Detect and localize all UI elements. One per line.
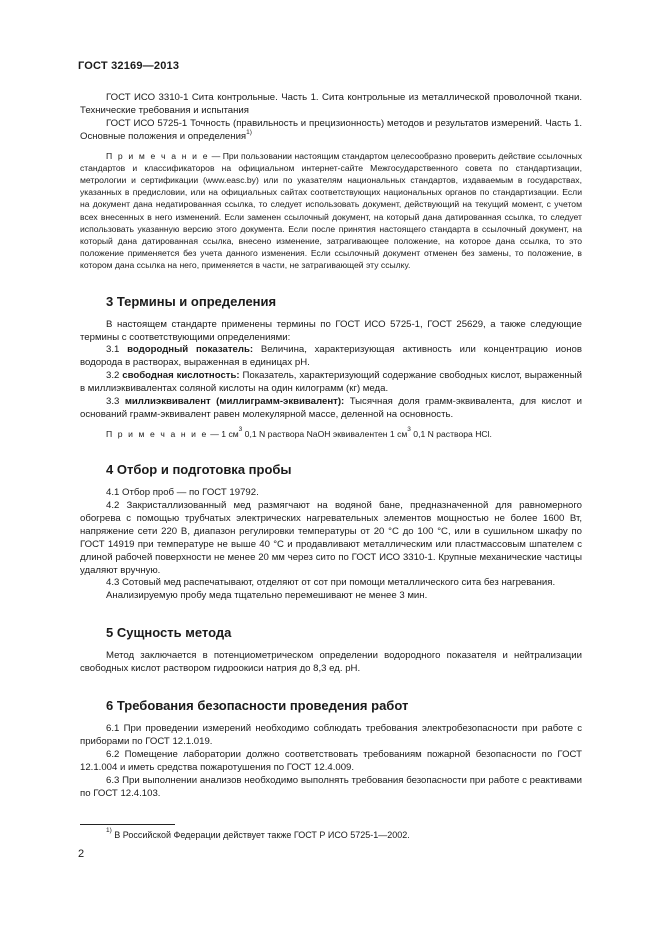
term-name: водородный показатель: [127,344,254,356]
note-label: П р и м е ч а н и е [106,150,210,161]
term-definition: 3.3 миллиэквивалент (миллиграмм-эквивалент): Тысячная доля грамм-эквивалента, для кислот и оснований грамм-эквивалент равен молекулярной массе, деленной на основность. [80,396,582,420]
section-6-heading: 6 Требования безопасности проведения работ [106,698,409,714]
paragraph: 4.2 Закристаллизованный мед размягчают на водяной бане, предназначенной для равномерного обогрева с помощью трубчатых электрических нагревательных элементов мощностью не более 1600 Вт, напряжение сети 220 В, диапазон регулировки температуры от 20 °С до 100 °С, или в сушильном шкафу по ГОСТ 14919 при температуре не выше 40 °С и продавливают металлическим или пластмассовым шпателем с длиной рабочей поверхности не менее 20 мм через сито по ГОСТ ИСО 3310-1. Крупные механические частицы удаляют вручную. [80,500,582,576]
section-3-heading: 3 Термины и определения [106,293,277,309]
section-4-heading: 4 Отбор и подготовка пробы [106,462,292,478]
footnote-marker: 1) [106,827,112,834]
note-paragraph: П р и м е ч а н и е — 1 $см^3$ 0,1 N раствора NaOH эквивалентен 1 $см^3$ 0,1 N раствора HCl. [106,425,492,439]
note-paragraph: П р и м е ч а н и е — При пользовании настоящим стандартом целесообразно проверить действие ссылочных стандартов и классификаторов на официальном интернет-сайте Межгосударственного совета по стандартизации, метрологии и сертификации (www.easc.by) или по указателям национальных стандартов, издаваемым в государствах, указанных в предисловии, или на официальных сайтах соответствующих национальных органов по стандартизации. Если на документ дана недатированная ссылка, то следует использовать документ, действующий на текущий момент, с учетом всех внесенных в него изменений. Если заменен ссылочный документ, на который дана датированная ссылка, то следует использовать указанную версию этого документа. Если после принятия настоящего стандарта в ссылочный документ, на который дана датированная ссылка, внесено изменение, затрагивающее положение, на которое дана ссылка, то это положение применяется без учета данного изменения. Если ссылочный документ отменен без замены, то положение, в котором дана ссылка на него, применяется в части, не затрагивающей эту ссылку. [80,150,583,271]
paragraph: Анализируемую пробу меда тщательно перемешивают не менее 3 мин. [106,590,428,602]
section-5-heading: 5 Сущность метода [106,625,232,641]
paragraph: 6.2 Помещение лаборатории должно соответствовать требованиям пожарной безопасности по ГОСТ 12.1.004 и иметь средства пожаротушения по ГОСТ 12.4.009. [80,748,582,773]
page-content [80,92,582,801]
page-header: ГОСТ 32169—2013 [78,60,180,72]
paragraph: 6.3 При выполнении анализов необходимо выполнять требования безопасности при работе с реактивами по ГОСТ 12.4.103. [80,774,582,799]
term-name: свободная кислотность: [122,370,240,382]
footnote: $^{1)}$ В Российской Федерации действует также ГОСТ Р ИСО 5725-1—2002. [106,827,410,840]
footnote-separator [80,824,175,825]
reference-item: ГОСТ ИСО 3310-1 Сита контрольные. Часть 1. Сита контрольные из металлической проволочной ткани. Технические требования и испытания [80,92,582,116]
term-name: миллиэквивалент (миллиграмм-эквивалент): [124,396,345,408]
term-definition: 3.2 свободная кислотность: Показатель, характеризующий содержание свободных кислот, выраженный в миллиэквивалентах соляной кислоты на один килограмм (кг) меда. [80,370,582,395]
footnote-marker: 1) [246,128,252,136]
note-label: П р и м е ч а н и е [106,428,208,439]
term-definition: 3.1 водородный показатель: Величина, характеризующая активность или концентрацию ионов водорода в растворах, выраженная в единицах pH. [80,344,582,369]
page-number: 2 [78,848,85,860]
reference-item: ГОСТ ИСО 5725-1 Точность (правильность и прецизионность) методов и результатов измерений. Часть 1. Основные положения и определения$^{1)}$ [80,117,582,142]
paragraph: Метод заключается в потенциометрическом определении водородного показателя и нейтрализации свободных кислот раствором гидроокиси натрия до 8,3 ед. pH. [80,650,582,675]
section-3-intro: В настоящем стандарте применены термины по ГОСТ ИСО 5725-1, ГОСТ 25629, а также следующие термины с соответствующими определениями: [80,318,582,343]
paragraph: 4.1 Отбор проб — по ГОСТ 19792. [106,487,259,499]
paragraph: 6.1 При проведении измерений необходимо соблюдать требования электробезопасности при работе с приборами по ГОСТ 12.1.019. [80,723,582,747]
paragraph: 4.3 Сотовый мед распечатывают, отделяют от сот при помощи металлического сита без нагревания. [106,577,556,589]
